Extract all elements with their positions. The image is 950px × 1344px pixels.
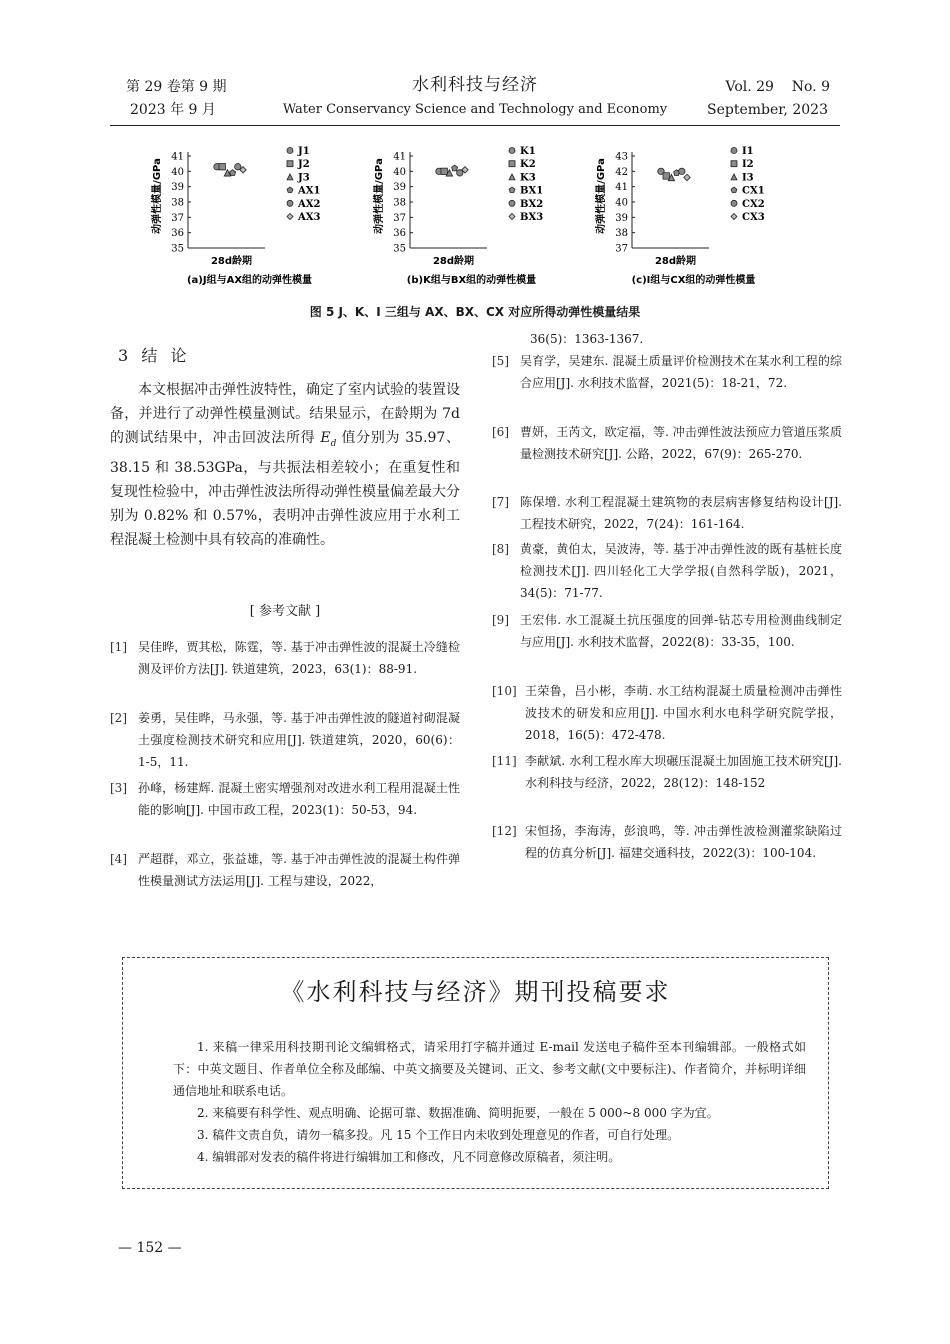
legend-marker [509,174,515,180]
legend-marker [509,161,515,167]
reference-item [492,750,842,794]
y-tick-label: 37 [393,212,406,224]
reference-item [110,777,460,821]
reference-item [492,680,842,746]
journal-title: 水利科技与经济 [412,75,538,95]
reference-number: [8] [492,542,509,556]
y-tick-label: 42 [615,166,628,178]
legend-label: K1 [520,146,536,157]
y-tick-label: 40 [615,197,628,209]
legend-marker [731,214,737,220]
conclusion-text-1: 本文根据冲击弹性波特性，确定了室内试验的装置设备，并进行了动弹性模量测试。结果显示，在龄期为 7d 的测试结果中，冲击回波法所得 [110,382,460,446]
reference-number: [3] [110,781,127,795]
legend-label: I3 [742,172,754,184]
y-tick-label: 41 [171,151,184,163]
legend-label: AX1 [298,185,321,197]
y-tick-label: 37 [615,243,628,255]
y-tick-label: 41 [393,151,406,163]
legend-marker [731,148,737,154]
y-tick-label: 40 [393,166,406,178]
data-point-bx2 [457,170,463,176]
var-e-sub: d [330,438,337,449]
reference-text: 严超群，邓立，张益雄，等. 基于冲击弹性波的混凝土构件弹性模量测试方法运用[J]. 工程与建设，2022， [138,852,460,888]
reference-text: 吴育学，吴建东. 混凝土质量评价检测技术在某水利工程的综合应用[J]. 水利技术监督，2021(5)：18-21，72. [520,354,842,390]
journal-volume: 第 29 卷第 9 期 [126,79,227,95]
notice-item: 2. 来稿要有科学性、观点明确、论据可靠、数据准确、简明扼要，一般在 5 000~8 000 字为宜。 [197,1106,719,1120]
chart-svg [594,138,809,298]
legend-label: CX1 [742,185,765,197]
notice-title: 《水利科技与经济》期刊投稿要求 [280,978,671,1006]
data-point-cx3 [684,174,690,180]
legend-label: J1 [298,146,310,157]
reference-text: 黄豪，黄伯太，吴波涛，等. 基于冲击弹性波的既有基桩长度检测技术[J]. 四川轻化工大学学报(自然科学版)，2021，34(5)：71-77. [520,542,842,600]
journal-volume-en: Vol. 29 No. 9 [725,79,830,95]
reference-item [492,491,842,535]
legend-label: BX3 [520,212,544,223]
y-tick-label: 36 [393,228,406,240]
legend-marker [509,187,515,192]
chart-title: (c)I组与CX组的动弹性模量 [631,275,756,286]
y-tick-label: 38 [171,197,184,209]
legend-label: CX2 [742,198,765,210]
chart-panel-b [372,138,587,298]
legend-marker [287,214,293,220]
reference-item [492,609,842,653]
x-axis-label: 28d龄期 [432,256,475,267]
page-number: — 152 — [118,1240,182,1256]
legend-marker [731,161,737,167]
y-tick-label: 39 [171,182,184,194]
legend-marker [731,200,737,206]
legend-label: AX3 [298,212,321,223]
legend-label: J2 [298,159,310,171]
reference-text: 李献斌. 水利工程水库大坝碾压混凝土加固施工技术研究[J]. 水利科技与经济，2022，28(12)：148-152 [525,754,842,790]
references-heading: [ 参考文献 ] [249,604,321,619]
conclusion-text-2: 值分别为 35.97、38.15 和 38.53GPa，与共振法相差较小；在重复性和复现性检验中，冲击弹性波法所得动弹性模量偏差最大分别为 0.82% 和 0.57%，表明冲击弹性波应用于水利工程混凝土检测中具有较高的准确性。 [110,430,461,548]
legend-marker [287,187,293,192]
data-point-j2 [219,164,225,170]
y-tick-label: 38 [393,197,406,209]
reference-number: [5] [492,354,509,368]
reference-text: 孙峰，杨建辉. 混凝土密实增强剂对改进水利工程用混凝土性能的影响[J]. 中国市政工程，2023(1)：50-53，94. [138,781,460,817]
reference-number: [11] [492,754,517,768]
data-point-cx2 [679,168,685,174]
legend-label: I1 [742,146,754,157]
reference-item [110,848,460,892]
legend-label: BX1 [520,185,544,197]
legend-label: CX3 [742,212,765,223]
legend-label: BX2 [520,198,544,210]
legend-marker [287,174,293,180]
notice-item: 4. 编辑部对发表的稿件将进行编辑加工和修改，凡不同意修改原稿者，须注明。 [197,1150,621,1164]
chart-title: (a)J组与AX组的动弹性模量 [186,275,313,286]
legend-marker [509,200,515,206]
reference-number: [10] [492,684,517,698]
chart-panel-a [150,138,365,298]
section-heading: 3 结 论 [118,346,188,365]
reference-item [492,538,842,604]
var-e: E [320,430,331,446]
journal-date: 2023 年 9 月 [130,102,216,118]
conclusion-paragraph [110,378,460,552]
submission-notice [122,957,829,1189]
x-axis-label: 28d龄期 [654,256,697,267]
legend-marker [287,148,293,154]
legend-label: K3 [520,172,536,184]
reference-number: [6] [492,425,509,439]
chart-svg [150,138,365,298]
header-rule [110,125,840,126]
legend-marker [509,148,515,154]
journal-date-en: September, 2023 [707,102,828,118]
y-tick-label: 39 [393,182,406,194]
legend-label: K2 [520,159,536,171]
legend-marker [731,174,737,180]
y-axis-label: 动弹性模量/GPa [152,158,163,234]
legend-marker [287,161,293,167]
reference-text: 曹妍，王芮文，欧定福，等. 冲击弹性波法预应力管道压浆质量检测技术研究[J]. 公路，2022，67(9)：265-270. [520,425,842,461]
y-tick-label: 35 [171,243,184,255]
data-point-bx1 [452,165,458,171]
legend-marker [287,200,293,206]
notice-body [173,1036,806,1168]
reference-item [492,421,842,465]
data-point-k2 [441,168,447,174]
notice-item: 3. 稿件文责自负，请勿一稿多投。凡 15 个工作日内未收到处理意见的作者，可自行处理。 [197,1128,680,1142]
journal-subtitle: Water Conservancy Science and Technology and Economy [282,102,668,117]
y-tick-label: 41 [615,182,628,194]
y-tick-label: 43 [615,151,628,163]
reference-number: [9] [492,613,509,627]
reference-number: [4] [110,852,127,866]
y-tick-label: 39 [615,212,628,224]
y-tick-label: 38 [615,228,628,240]
reference-item [492,820,842,864]
x-axis-label: 28d龄期 [210,256,253,267]
legend-label: J3 [298,172,310,184]
chart-panel-c [594,138,809,298]
reference-number: [12] [492,824,517,838]
reference-text: 王宏伟. 水工混凝土抗压强度的回弹-钻芯专用检测曲线制定与应用[J]. 水利技术监督，2022(8)：33-35，100. [520,613,842,649]
reference-number: [7] [492,495,509,509]
y-axis-label: 动弹性模量/GPa [374,158,385,234]
data-point-ax2 [235,164,241,170]
chart-svg [372,138,587,298]
y-tick-label: 36 [171,228,184,240]
reference-text: 吴佳晔，贾其松，陈霆，等. 基于冲击弹性波的混凝土冷缝检测及评价方法[J]. 铁道建筑，2023，63(1)：88-91. [138,640,460,676]
reference-text: 姜勇，吴佳晔，马永强，等. 基于冲击弹性波的隧道衬砌混凝土强度检测技术研究和应用[J]. 铁道建筑，2020，60(6)：1-5，11. [138,711,460,769]
reference-item [110,707,460,773]
reference-text: 陈保增. 水利工程混凝土建筑物的表层病害修复结构设计[J]. 工程技术研究，2022，7(24)：161-164. [520,495,842,531]
reference-text: 宋恒扬，李海涛，彭浪鸣，等. 冲击弹性波检测灌浆缺陷过程的仿真分析[J]. 福建交通科技，2022(3)：100-104. [525,824,842,860]
y-tick-label: 40 [171,166,184,178]
reference-item [492,350,842,394]
figure-caption: 图 5 J、K、I 三组与 AX、BX、CX 对应所得动弹性模量结果 [309,305,641,319]
notice-item: 1. 来稿一律采用科技期刊论文编辑格式，请采用打字稿并通过 E-mail 发送电子稿件至本刊编辑部。一般格式如下：中英文题目、作者单位全称及邮编、中英文摘要及关键词、正文、参考文献(文中要标注)、作者简介，并标明详细通信地址和联系电话。 [173,1040,806,1098]
reference-item [530,328,842,350]
legend-marker [731,187,737,192]
reference-text: 王荣鲁，吕小彬，李萌. 水工结构混凝土质量检测冲击弹性波技术的研发和应用[J]. 中国水利水电科学研究院学报，2018，16(5)：472-478. [525,684,842,742]
data-point-ax1 [230,170,236,176]
reference-item [110,636,460,680]
reference-number: [1] [110,640,127,654]
legend-marker [509,214,515,220]
y-tick-label: 37 [171,212,184,224]
y-axis-label: 动弹性模量/GPa [596,158,607,234]
reference-text: 36(5)：1363-1367. [530,332,644,346]
chart-title: (b)K组与BX组的动弹性模量 [406,275,537,286]
data-point-i2 [663,173,669,179]
y-tick-label: 35 [393,243,406,255]
legend-label: I2 [742,159,754,171]
legend-label: AX2 [298,198,321,210]
reference-number: [2] [110,711,127,725]
